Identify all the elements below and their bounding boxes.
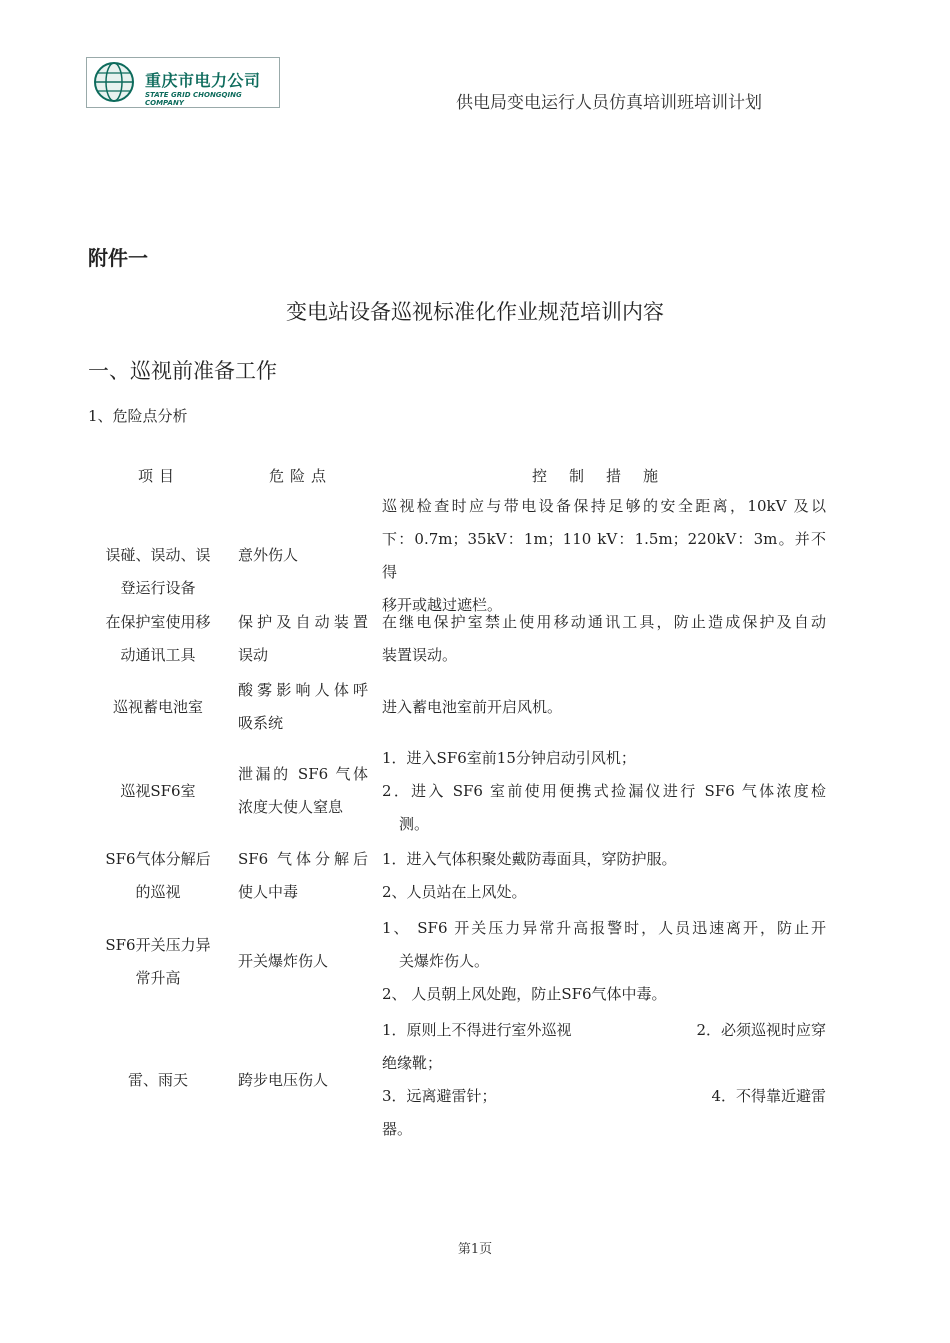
cell-line: 装置误动。 [382, 646, 458, 664]
row-control-cell [382, 691, 826, 724]
row-control-cell [382, 606, 826, 672]
cell-line: 绝缘靴； [382, 1054, 443, 1072]
cell-line: 2、人员站在上风处。 [382, 883, 527, 901]
cell-line: 意外伤人 [238, 545, 299, 564]
cell-fragment: 3．远离避雷针； [382, 1087, 497, 1105]
section-heading: 一、巡视前准备工作 [88, 359, 277, 383]
state-grid-emblem-icon [89, 60, 139, 105]
document-title: 变电站设备巡视标准化作业规范培训内容 [286, 300, 664, 324]
cell-line: SF6开关压力异 [105, 936, 211, 954]
company-logo [86, 57, 280, 108]
cell-line: 巡视检查时应与带电设备保持足够的安全距离，10kV 及以 [382, 496, 826, 515]
row-risk-cell [238, 606, 368, 672]
cell-line: 雷、雨天 [127, 1071, 188, 1089]
cell-line: 酸雾影响人体呼 [238, 681, 368, 699]
cell-line: 巡视SF6室 [120, 782, 196, 800]
cell-line: 下：0.7m；35kV：1m；110 kV：1.5m；220kV：3m。并不得 [382, 529, 826, 581]
cell-line: 的巡视 [135, 883, 181, 901]
row-item-cell [90, 775, 226, 808]
cell-line: 浓度大使人窒息 [238, 798, 344, 816]
cell-line: 吸系统 [238, 714, 284, 732]
cell-line: 2．进入 SF6 室前使用便携式捡漏仪进行 SF6 气体浓度检 [382, 782, 826, 800]
cell-line: 移开或越过遮栏。 [382, 595, 503, 614]
row-risk-cell [238, 758, 368, 824]
cell-line: 跨步电压伤人 [238, 1071, 329, 1089]
cell-line: 1．进入气体积聚处戴防毒面具，穿防护服。 [382, 850, 677, 868]
cell-line: SF6气体分解后 [105, 850, 211, 868]
header-risk: 危险点 [269, 467, 333, 485]
cell-line: 开关爆炸伤人 [238, 952, 329, 970]
cell-line: 测。 [399, 815, 430, 833]
logo-chinese-name: 重庆市电力公司 [145, 71, 261, 90]
cell-line [382, 1080, 826, 1113]
cell-fragment: 1．原则上不得进行室外巡视 [382, 1021, 572, 1039]
cell-line: 1、 SF6 开关压力异常升高报警时，人员迅速离开，防止开 [382, 919, 826, 937]
cell-line: 动通讯工具 [120, 646, 196, 664]
cell-line: 在继电保护室禁止使用移动通讯工具，防止造成保护及自动 [382, 613, 826, 631]
cell-line: 器。 [382, 1120, 413, 1138]
row-risk-cell [238, 1064, 368, 1097]
appendix-label: 附件一 [88, 246, 148, 270]
header-item: 项目 [138, 467, 181, 485]
row-item-cell [90, 843, 226, 909]
row-control-cell [382, 742, 826, 841]
row-control-cell [382, 912, 826, 1011]
cell-fragment: 2．必须巡视时应穿 [696, 1021, 826, 1039]
cell-line: 进入蓄电池室前开启风机。 [382, 698, 563, 716]
row-risk-cell [238, 843, 368, 909]
row-control-cell [382, 1014, 826, 1146]
row-item-cell [90, 1064, 226, 1097]
cell-fragment: 4．不得靠近避雷 [711, 1087, 826, 1105]
cell-line: 泄漏的 SF6 气体 [238, 765, 368, 783]
row-item-cell [90, 606, 226, 672]
row-risk-cell [238, 522, 368, 588]
header-title: 供电局变电运行人员仿真培训班培训计划 [456, 93, 762, 113]
logo-english-name: STATE GRID CHONGQING COMPANY [145, 91, 242, 107]
cell-line: 误动 [238, 646, 269, 664]
cell-line [382, 1014, 826, 1047]
row-risk-cell [238, 945, 368, 978]
row-item-cell [90, 691, 226, 724]
cell-line: 误碰、误动、误 [105, 545, 211, 564]
cell-line: 保护及自动装置 [238, 613, 368, 631]
cell-line: SF6 气体分解后 [238, 850, 368, 868]
cell-line: 关爆炸伤人。 [399, 952, 490, 970]
cell-line: 1．进入SF6室前15分钟启动引风机； [382, 749, 636, 767]
row-control-cell [382, 843, 826, 909]
row-item-cell [90, 929, 226, 995]
row-control-cell [382, 496, 826, 614]
row-risk-cell [238, 674, 368, 740]
cell-line: 巡视蓄电池室 [112, 698, 203, 716]
cell-line: 在保护室使用移 [105, 613, 211, 631]
cell-line: 常升高 [135, 969, 181, 987]
header-control: 控制措施 [532, 467, 681, 485]
cell-line: 登运行设备 [120, 578, 196, 597]
cell-line: 使人中毒 [238, 883, 299, 901]
page-number: 第1页 [457, 1242, 493, 1257]
subsection-heading: 1、危险点分析 [88, 407, 188, 425]
cell-line: 2、 人员朝上风处跑，防止SF6气体中毒。 [382, 985, 667, 1003]
